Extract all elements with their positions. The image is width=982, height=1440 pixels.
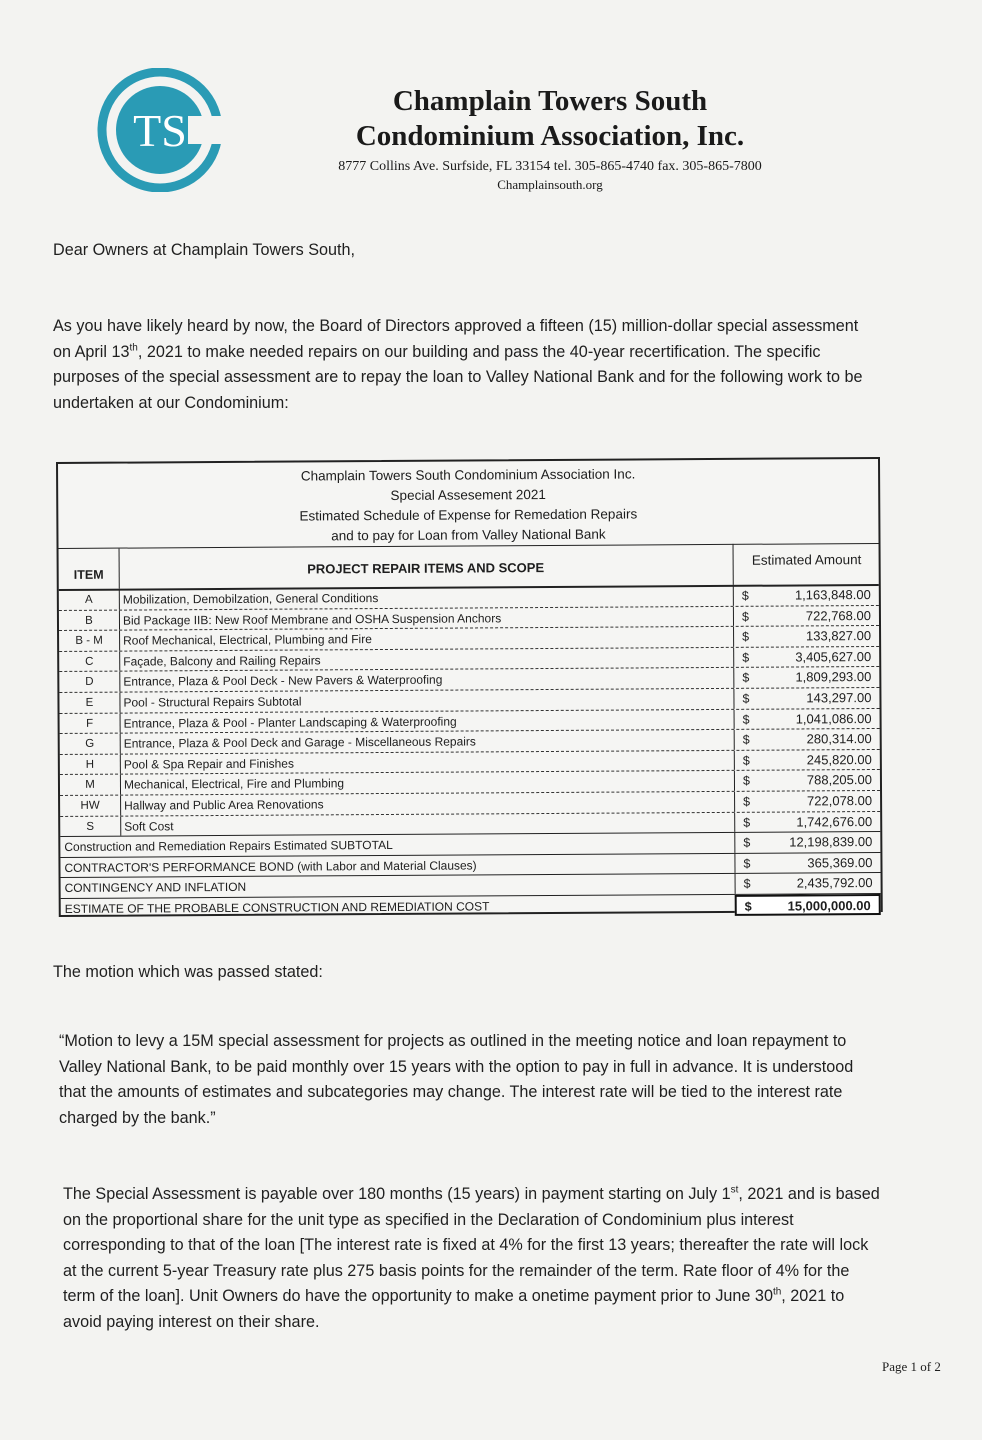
row-code: M bbox=[60, 775, 121, 795]
payment-paragraph bbox=[63, 1182, 881, 1335]
dollar-sign: $ bbox=[742, 712, 750, 727]
logo-text: TS bbox=[133, 105, 187, 156]
row-desc: Entrance, Plaza & Pool Deck and Garage - Miscellaneous Repairs bbox=[123, 734, 476, 751]
row-amount: 1,041,086.00 bbox=[795, 710, 872, 727]
amount-cell bbox=[734, 729, 880, 749]
dollar-sign: $ bbox=[742, 650, 750, 665]
dollar-sign: $ bbox=[742, 732, 750, 747]
dollar-sign: $ bbox=[742, 629, 750, 644]
org-name-line1: Champlain Towers South bbox=[392, 85, 708, 117]
table-header-row bbox=[59, 543, 879, 591]
amount-cell bbox=[733, 626, 879, 646]
dollar-sign: $ bbox=[742, 753, 750, 768]
row-amount: 788,205.00 bbox=[806, 772, 873, 788]
subtotal-amount: 2,435,792.00 bbox=[796, 875, 873, 891]
header-amount: Estimated Amount bbox=[733, 543, 880, 585]
row-desc: Roof Mechanical, Electrical, Plumbing and Fire bbox=[123, 632, 372, 648]
row-code: B - M bbox=[59, 631, 120, 651]
table-title-line: and to pay for Loan from Valley National Bank bbox=[331, 526, 606, 544]
row-amount: 133,827.00 bbox=[805, 628, 872, 644]
amount-cell bbox=[734, 709, 880, 729]
dollar-sign: $ bbox=[743, 794, 751, 809]
amount-cell bbox=[734, 853, 880, 873]
amount-cell bbox=[734, 750, 880, 770]
amount-cell bbox=[733, 667, 879, 687]
table-title-line: Special Assesement 2021 bbox=[390, 487, 546, 503]
dollar-sign: $ bbox=[744, 899, 752, 914]
letterhead bbox=[270, 84, 830, 194]
row-code: F bbox=[60, 713, 121, 733]
intro-paragraph bbox=[53, 314, 875, 416]
table-body bbox=[59, 585, 881, 920]
amount-cell bbox=[734, 791, 880, 811]
intro-sup: th bbox=[129, 342, 138, 354]
dollar-sign: $ bbox=[742, 671, 750, 686]
row-desc: Bid Package IIB: New Roof Membrane and OSHA Suspension Anchors bbox=[122, 610, 502, 628]
row-amount: 1,742,676.00 bbox=[796, 813, 873, 830]
table-title bbox=[58, 463, 878, 548]
row-desc: Pool & Spa Repair and Finishes bbox=[123, 756, 294, 772]
row-code: E bbox=[59, 693, 120, 713]
header-item: ITEM bbox=[59, 549, 120, 589]
total-row bbox=[61, 894, 881, 920]
row-desc: Pool - Structural Repairs Subtotal bbox=[123, 694, 302, 710]
dollar-sign: $ bbox=[743, 835, 751, 850]
dollar-sign: $ bbox=[743, 856, 751, 871]
row-desc: Façade, Balcony and Railing Repairs bbox=[123, 653, 321, 669]
row-desc: Mobilization, Demobilzation, General Conditions bbox=[122, 591, 379, 607]
amount-cell bbox=[734, 832, 880, 852]
assessment-table bbox=[56, 457, 883, 917]
row-amount: 143,297.00 bbox=[806, 689, 872, 706]
table-title-line: Estimated Schedule of Expense for Remedation Repairs bbox=[299, 506, 638, 524]
row-code: S bbox=[60, 816, 121, 836]
total-desc: ESTIMATE OF THE PROBABLE CONSTRUCTION AND REMEDIATION COST bbox=[64, 899, 490, 916]
intro-text-1: As you have likely heard by now, the Board of Directors approved a fifteen (15) million-dollar special assessment on April 13 bbox=[53, 317, 859, 361]
row-code: C bbox=[59, 651, 120, 671]
amount-cell bbox=[734, 812, 880, 832]
page-number: Page 1 of 2 bbox=[882, 1359, 941, 1374]
org-address: 8777 Collins Ave. Surfside, FL 33154 tel. 305-865-4740 fax. 305-865-7800 bbox=[338, 159, 762, 174]
amount-cell bbox=[734, 770, 880, 790]
payment-text-3: , 2021 to avoid paying interest on their share. bbox=[63, 1287, 845, 1331]
amount-cell bbox=[733, 647, 879, 667]
amount-cell bbox=[735, 873, 881, 893]
dollar-sign: $ bbox=[743, 877, 751, 892]
subtotal-desc: Construction and Remediation Repairs Estimated SUBTOTAL bbox=[64, 838, 393, 855]
motion-intro: The motion which was passed stated: bbox=[53, 963, 323, 981]
total-amount: 15,000,000.00 bbox=[787, 897, 871, 914]
row-code: G bbox=[60, 734, 121, 754]
row-code: H bbox=[60, 754, 121, 774]
subtotal-amount: 365,369.00 bbox=[807, 854, 873, 871]
amount-cell bbox=[733, 585, 879, 605]
row-code: B bbox=[59, 610, 120, 630]
subtotal-desc: CONTINGENCY AND INFLATION bbox=[64, 880, 247, 896]
row-amount: 245,820.00 bbox=[806, 751, 872, 768]
row-code: HW bbox=[60, 796, 121, 816]
dollar-sign: $ bbox=[741, 588, 749, 603]
subtotal-desc: CONTRACTOR'S PERFORMANCE BOND (with Labor and Material Clauses) bbox=[64, 858, 477, 875]
org-website: Champlainsouth.org bbox=[497, 177, 603, 192]
intro-text-2: , 2021 to make needed repairs on our building and pass the 40-year recertification. The specific purposes of the special assessment are to repay the loan to Valley National Bank and for the following work to be undertaken at our Condominium: bbox=[53, 342, 863, 412]
row-amount: 722,078.00 bbox=[806, 792, 873, 809]
dollar-sign: $ bbox=[742, 691, 750, 706]
amount-cell bbox=[733, 606, 879, 626]
dollar-sign: $ bbox=[741, 609, 749, 624]
row-amount: 1,809,293.00 bbox=[795, 669, 872, 685]
row-desc: Entrance, Plaza & Pool Deck - New Pavers & Waterproofing bbox=[123, 673, 443, 689]
cts-logo bbox=[96, 68, 224, 192]
row-desc: Hallway and Public Area Renovations bbox=[124, 797, 324, 813]
row-amount: 3,405,627.00 bbox=[795, 648, 872, 665]
motion-quote: “Motion to levy a 15M special assessment for projects as outlined in the meeting notice and loan repayment to Valley National Bank, to be paid monthly over 15 years with the option to pay in full in advance. It is understood that the amounts of estimates and subcategories may change. The interest rate will be tied to the interest rate charged by the bank.” bbox=[59, 1032, 854, 1127]
payment-text-1: The Special Assessment is payable over 180 months (15 years) in payment starting on July 1 bbox=[63, 1185, 731, 1203]
subtotal-amount: 12,198,839.00 bbox=[789, 834, 873, 850]
row-amount: 1,163,848.00 bbox=[794, 587, 871, 603]
dollar-sign: $ bbox=[743, 815, 751, 830]
total-amount-cell bbox=[735, 894, 881, 915]
salutation: Dear Owners at Champlain Towers South, bbox=[53, 241, 356, 259]
table-title-line: Champlain Towers South Condominium Association Inc. bbox=[300, 466, 636, 484]
row-amount: 280,314.00 bbox=[806, 731, 872, 747]
row-desc: Mechanical, Electrical, Fire and Plumbing bbox=[123, 776, 345, 792]
payment-text-2: , 2021 and is based on the proportional share for the unit type as specified in the Declaration of Condominium plus interest corresponding to that of the loan [The interest rate is fixed at 4% for the first 13 years; thereafter the rate will lock at the current 5-year Treasury rate plus 275 basis points for the remainder of the term. Rate floor of 4% for the term of the loan]. Unit Owners do have the opportunity to make a onetime payment prior to June 30 bbox=[63, 1185, 880, 1305]
row-code: A bbox=[59, 590, 120, 610]
org-name-line2: Condominium Association, Inc. bbox=[355, 120, 745, 152]
row-desc: Soft Cost bbox=[124, 818, 174, 834]
amount-cell bbox=[733, 688, 879, 708]
row-desc: Entrance, Plaza & Pool - Planter Landscaping & Waterproofing bbox=[123, 714, 457, 731]
row-code: D bbox=[59, 672, 120, 692]
payment-sup-1: st bbox=[730, 1184, 739, 1196]
dollar-sign: $ bbox=[742, 774, 750, 789]
header-scope: PROJECT REPAIR ITEMS AND SCOPE bbox=[307, 560, 545, 577]
payment-sup-2: th bbox=[772, 1286, 782, 1298]
row-amount: 722,768.00 bbox=[805, 607, 871, 624]
